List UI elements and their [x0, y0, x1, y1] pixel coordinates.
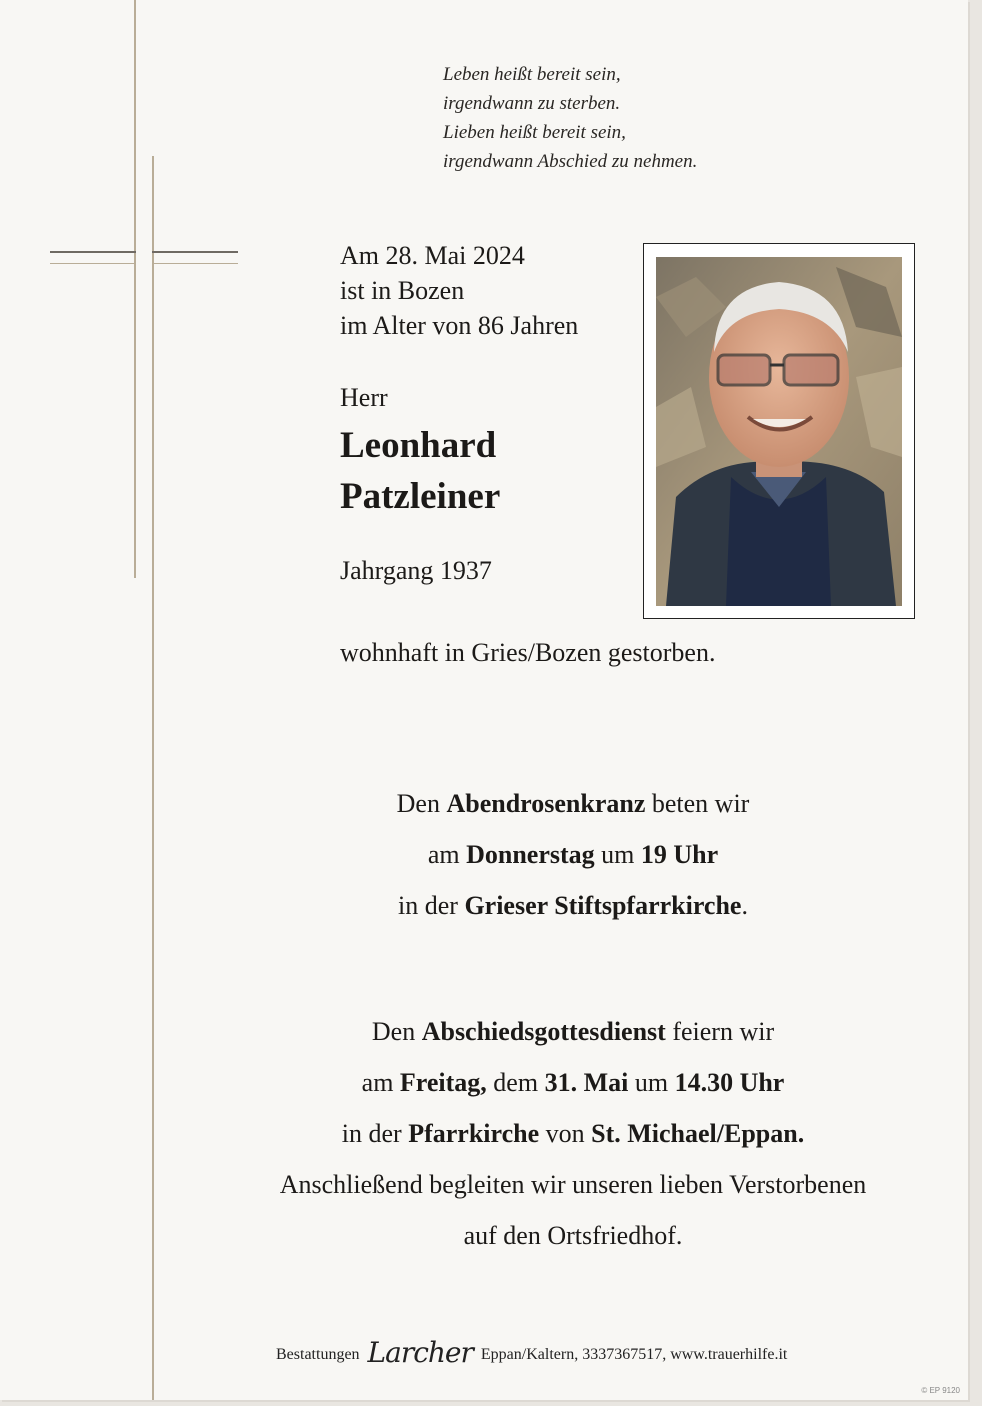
motto-line: irgendwann zu sterben. — [443, 93, 621, 114]
text: am — [361, 1068, 400, 1097]
funeral-line-5: auf den Ortsfriedhof. — [463, 1221, 683, 1250]
rosary-church: Grieser Stiftspfarrkirche — [464, 891, 742, 920]
residence-text: wohnhaft in Gries/Bozen gestorben. — [340, 638, 716, 667]
text: . — [741, 891, 748, 920]
rosary-time: 19 Uhr — [640, 840, 719, 869]
text: um — [594, 840, 641, 869]
birth-year: Jahrgang 1937 — [340, 556, 492, 585]
motto-line: irgendwann Abschied zu nehmen. — [443, 151, 698, 172]
funeral-announcement — [190, 1006, 956, 1261]
text: um — [628, 1068, 675, 1097]
rosary-line-1 — [190, 778, 956, 829]
death-date: Am 28. Mai 2024 — [340, 241, 525, 270]
age-at-death: im Alter von 86 Jahren — [340, 311, 579, 340]
funeral-line-4: Anschließend begleiten wir unseren lieben Verstorbenen — [279, 1170, 867, 1199]
last-name: Patzleiner — [340, 476, 501, 517]
first-name: Leonhard — [340, 425, 497, 466]
rosary-line-3 — [190, 880, 956, 931]
text: dem — [486, 1068, 545, 1097]
text: am — [427, 840, 467, 869]
service-date: 31. Mai — [544, 1068, 629, 1097]
footer-contact: Eppan/Kaltern, 3337367517, www.trauerhilfe.it — [480, 1346, 788, 1363]
funeral-home-logo: Larcher — [367, 1336, 473, 1369]
text: Den — [371, 1017, 422, 1046]
motto-poem — [443, 60, 843, 176]
footer-prefix: Bestattungen — [276, 1346, 360, 1363]
service-time: 14.30 Uhr — [674, 1068, 785, 1097]
funeral-line-2 — [190, 1057, 956, 1108]
rosary-day: Donnerstag — [466, 840, 595, 869]
rosary-announcement — [190, 778, 956, 931]
portrait-photo — [643, 243, 915, 619]
deceased-name — [340, 420, 500, 522]
salutation: Herr — [340, 383, 388, 412]
funeral-line-1 — [190, 1006, 956, 1057]
death-place: ist in Bozen — [340, 276, 465, 305]
text: in der — [398, 891, 465, 920]
motto-line: Leben heißt bereit sein, — [443, 64, 621, 85]
print-code: © EP 9120 — [921, 1386, 960, 1395]
service-day: Freitag, — [399, 1068, 487, 1097]
portrait-image — [656, 257, 902, 606]
funeral-home-footer — [276, 1333, 916, 1369]
motto-line: Lieben heißt bereit sein, — [443, 122, 626, 143]
text: von — [539, 1119, 592, 1148]
rosary-label: Abendrosenkranz — [446, 789, 646, 818]
text: beten wir — [645, 789, 750, 818]
text: Den — [396, 789, 447, 818]
service-label: Abschiedsgottesdienst — [421, 1017, 666, 1046]
service-location: St. Michael/Eppan. — [591, 1119, 805, 1148]
funeral-line-3 — [190, 1108, 956, 1159]
text: in der — [341, 1119, 409, 1148]
text: feiern wir — [665, 1017, 775, 1046]
rosary-line-2 — [190, 829, 956, 880]
death-notice-intro — [340, 238, 578, 343]
service-church: Pfarrkirche — [408, 1119, 540, 1148]
